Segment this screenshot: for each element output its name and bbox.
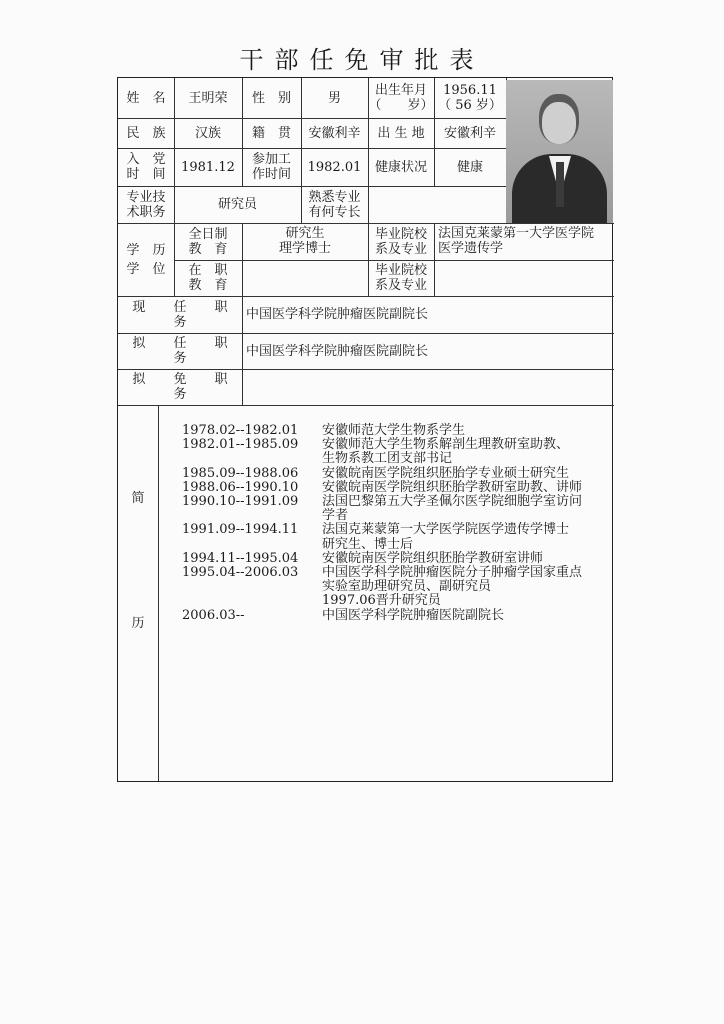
birthplace-value: 安徽利辛 bbox=[443, 125, 496, 141]
resume-text: 安徽皖南医学院组织胚胎学专业硕士研究生 bbox=[322, 465, 570, 481]
resume-text: 安徽师范大学生物系解剖生理教研室助教、 bbox=[322, 437, 570, 453]
inservice-label-line1: 在 职 bbox=[188, 263, 228, 278]
form-title: 干部任免审批表 bbox=[239, 46, 485, 74]
proposed-position: 中国医学科学院肿瘤医院副院长 bbox=[246, 343, 429, 359]
gender-value: 男 bbox=[327, 90, 341, 106]
ethnicity-value: 汉族 bbox=[194, 125, 221, 141]
inservice-degree bbox=[242, 260, 368, 296]
birth-label bbox=[368, 78, 434, 118]
fulltime-school-label-line1: 毕业院校 bbox=[374, 226, 427, 242]
fulltime-label-line2: 教 育 bbox=[188, 241, 228, 257]
resume-period: 1988.06--1990.10 bbox=[182, 479, 299, 495]
inservice-education-label bbox=[174, 260, 242, 296]
expertise-label-line1: 熟悉专业 bbox=[308, 189, 361, 205]
inservice-school bbox=[434, 260, 614, 296]
portrait-photo bbox=[506, 80, 613, 223]
resume-period: 1995.04--2006.03 bbox=[182, 565, 299, 580]
removal-position bbox=[242, 369, 614, 405]
fulltime-school-line2: 医学遗传学 bbox=[438, 241, 504, 256]
resume-text: 1997.06晋升研究员 bbox=[322, 593, 441, 609]
fulltime-education-label bbox=[174, 223, 242, 260]
expertise-label-line2: 有何专长 bbox=[308, 204, 361, 220]
gender-label: 性 别 bbox=[251, 90, 291, 106]
fulltime-school-label bbox=[368, 223, 434, 260]
proposed-position-label: 拟 任 职 务 bbox=[132, 336, 240, 366]
resume-period: 2006.03-- bbox=[182, 607, 245, 623]
expertise-value bbox=[368, 186, 506, 223]
inservice-school-label-line2: 系及专业 bbox=[374, 278, 427, 293]
inservice-school-label bbox=[368, 260, 434, 296]
education-label bbox=[118, 223, 174, 296]
resume-period: 1982.01--1985.09 bbox=[182, 437, 299, 453]
work-start-date: 1982.01 bbox=[307, 159, 362, 175]
resume-label-2: 历 bbox=[131, 615, 145, 631]
education-label-line2: 学 位 bbox=[126, 261, 166, 277]
resume-label-1: 简 bbox=[131, 490, 145, 506]
current-position: 中国医学科学院肿瘤医院副院长 bbox=[246, 307, 429, 322]
current-position-label: 现 任 职 务 bbox=[132, 299, 240, 330]
resume-text: 生物系教工团支部书记 bbox=[322, 451, 453, 467]
fulltime-school-line1: 法国克莱蒙第一大学医学院 bbox=[438, 226, 595, 241]
fulltime-label-line1: 全日制 bbox=[188, 226, 228, 242]
inservice-school-label-line1: 毕业院校 bbox=[374, 263, 427, 278]
fulltime-degree-line1: 研究生 bbox=[285, 226, 325, 241]
resume-text: 中国医学科学院肿瘤医院分子肿瘤学国家重点 bbox=[322, 565, 583, 580]
tech-title-label-line2: 术职务 bbox=[126, 204, 166, 220]
resume-text: 研究生、博士后 bbox=[322, 536, 414, 552]
row-divider bbox=[118, 405, 614, 406]
resume-period: 1994.11--1995.04 bbox=[182, 550, 299, 566]
resume-text: 安徽皖南医学院组织胚胎学教研室助教、讲师 bbox=[322, 479, 583, 495]
health-label: 健康状况 bbox=[374, 159, 427, 175]
fulltime-degree bbox=[242, 223, 368, 260]
resume-text: 法国巴黎第五大学圣佩尔医学院细胞学室访问 bbox=[322, 494, 583, 509]
resume-period: 1990.10--1991.09 bbox=[182, 494, 299, 509]
inservice-label-line2: 教 育 bbox=[188, 278, 228, 293]
work-start-label bbox=[242, 148, 301, 186]
tech-title-label-line1: 专业技 bbox=[126, 189, 166, 205]
work-start-label-line1: 参加工 bbox=[251, 152, 291, 167]
removal-position-label: 拟 免 职 务 bbox=[132, 372, 240, 402]
education-label-line1: 学 历 bbox=[126, 242, 166, 258]
party-join-date: 1981.12 bbox=[181, 159, 235, 175]
work-start-label-line2: 作时间 bbox=[251, 167, 291, 182]
birth-label-line1: 出生年月 bbox=[374, 83, 427, 98]
birth-value bbox=[434, 78, 506, 118]
name-label: 姓 名 bbox=[126, 90, 166, 106]
birth-date: 1956.11 bbox=[443, 83, 497, 98]
fulltime-degree-line2: 理学博士 bbox=[278, 241, 331, 256]
resume-text: 安徽师范大学生物系学生 bbox=[322, 423, 466, 438]
health-value: 健康 bbox=[456, 159, 483, 175]
resume-period: 1978.02--1982.01 bbox=[182, 423, 299, 438]
resume-period: 1985.09--1988.06 bbox=[182, 465, 299, 481]
resume-text: 法国克莱蒙第一大学医学院医学遗传学博士 bbox=[322, 522, 570, 538]
fulltime-school-label-line2: 系及专业 bbox=[374, 241, 427, 257]
tech-title-value: 研究员 bbox=[217, 197, 257, 212]
fulltime-school bbox=[434, 223, 614, 260]
ethnicity-label: 民 族 bbox=[126, 125, 166, 141]
party-join-label-line1: 入 党 bbox=[126, 152, 166, 167]
native-place-label: 籍 贯 bbox=[251, 125, 291, 141]
resume-text: 中国医学科学院肿瘤医院副院长 bbox=[322, 607, 505, 623]
party-join-label bbox=[118, 148, 174, 186]
tech-title-label bbox=[118, 186, 174, 223]
party-join-label-line2: 时 间 bbox=[126, 167, 166, 182]
expertise-label bbox=[301, 186, 368, 223]
resume-text: 实验室助理研究员、副研究员 bbox=[322, 579, 492, 595]
resume-text: 安徽皖南医学院组织胚胎学教研室讲师 bbox=[322, 550, 544, 566]
resume-text: 学者 bbox=[322, 508, 349, 524]
birth-age: （ 56 岁） bbox=[438, 98, 502, 113]
birthplace-label: 出 生 地 bbox=[377, 125, 425, 141]
resume-period: 1991.09--1994.11 bbox=[182, 522, 299, 538]
approval-form-table bbox=[117, 77, 613, 782]
col-divider bbox=[158, 405, 159, 781]
name-value: 王明荣 bbox=[188, 90, 228, 106]
native-place-value: 安徽利辛 bbox=[308, 125, 361, 141]
birth-label-line2: （ 岁） bbox=[368, 98, 434, 113]
